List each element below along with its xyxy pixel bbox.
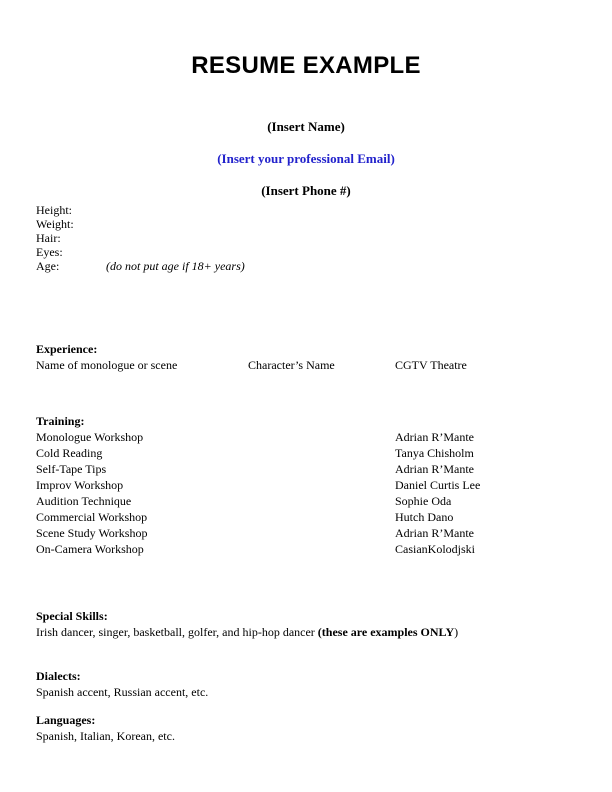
special-skills-heading: Special Skills: — [36, 609, 108, 623]
stat-label-age: Age: — [36, 259, 60, 273]
stat-label-eyes: Eyes: — [36, 245, 63, 259]
training-row — [36, 509, 576, 525]
stat-label-height: Height: — [36, 203, 72, 217]
experience-title: Name of monologue or scene — [36, 358, 178, 372]
contact-phone: (Insert Phone #) — [261, 183, 351, 198]
training-course: Improv Workshop — [36, 478, 124, 492]
dialects-heading: Dialects: — [36, 669, 81, 683]
special-skills-note-close: ) — [454, 625, 459, 639]
training-heading: Training: — [36, 414, 85, 428]
training-instructor: Sophie Oda — [395, 494, 452, 508]
languages-text: Spanish, Italian, Korean, etc. — [36, 729, 175, 743]
training-course: Cold Reading — [36, 446, 103, 460]
training-row — [36, 525, 576, 541]
dialects-section — [36, 668, 576, 700]
contact-name: (Insert Name) — [267, 119, 345, 134]
training-row — [36, 461, 576, 477]
training-instructor: CasianKolodjski — [395, 542, 475, 556]
experience-heading: Experience: — [36, 342, 98, 356]
training-instructor: Adrian R’Mante — [395, 430, 474, 444]
languages-heading: Languages: — [36, 713, 96, 727]
training-instructor: Tanya Chisholm — [395, 446, 474, 460]
contact-email: (Insert your professional Email) — [217, 151, 395, 166]
page-title: RESUME EXAMPLE — [191, 52, 421, 79]
languages-section — [36, 712, 576, 744]
special-skills-note: these are examples ONLY — [321, 625, 455, 639]
special-skills-section — [36, 608, 576, 640]
training-row — [36, 429, 576, 445]
stat-row-height — [36, 203, 245, 217]
training-row — [36, 477, 576, 493]
dialects-text: Spanish accent, Russian accent, etc. — [36, 685, 209, 699]
experience-venue: CGTV Theatre — [395, 358, 467, 372]
training-row — [36, 493, 576, 509]
training-course: Commercial Workshop — [36, 510, 148, 524]
special-skills-note-open: ( — [317, 625, 322, 639]
stat-label-weight: Weight: — [36, 217, 74, 231]
training-instructor: Adrian R’Mante — [395, 526, 474, 540]
experience-section — [36, 341, 576, 373]
training-course: Monologue Workshop — [36, 430, 144, 444]
training-instructor: Daniel Curtis Lee — [395, 478, 481, 492]
training-row — [36, 541, 576, 557]
experience-row — [36, 357, 576, 373]
experience-role: Character’s Name — [248, 358, 335, 372]
contact-header — [0, 119, 612, 199]
training-course: Scene Study Workshop — [36, 526, 148, 540]
special-skills-text — [36, 624, 576, 640]
training-course: Audition Technique — [36, 494, 132, 508]
training-section — [36, 413, 576, 557]
training-instructor: Adrian R’Mante — [395, 462, 474, 476]
stat-row-hair — [36, 231, 245, 245]
stat-label-hair: Hair: — [36, 231, 61, 245]
stat-row-weight — [36, 217, 245, 231]
special-skills-list: Irish dancer, singer, basketball, golfer, and hip-hop dancer — [36, 625, 318, 639]
training-course: Self-Tape Tips — [36, 462, 107, 476]
training-row — [36, 445, 576, 461]
training-course: On-Camera Workshop — [36, 542, 144, 556]
age-note: (do not put age if 18+ years) — [106, 259, 245, 273]
stat-row-age — [36, 259, 245, 273]
stat-row-eyes — [36, 245, 245, 259]
training-instructor: Hutch Dano — [395, 510, 454, 524]
physical-stats-block — [36, 203, 245, 273]
